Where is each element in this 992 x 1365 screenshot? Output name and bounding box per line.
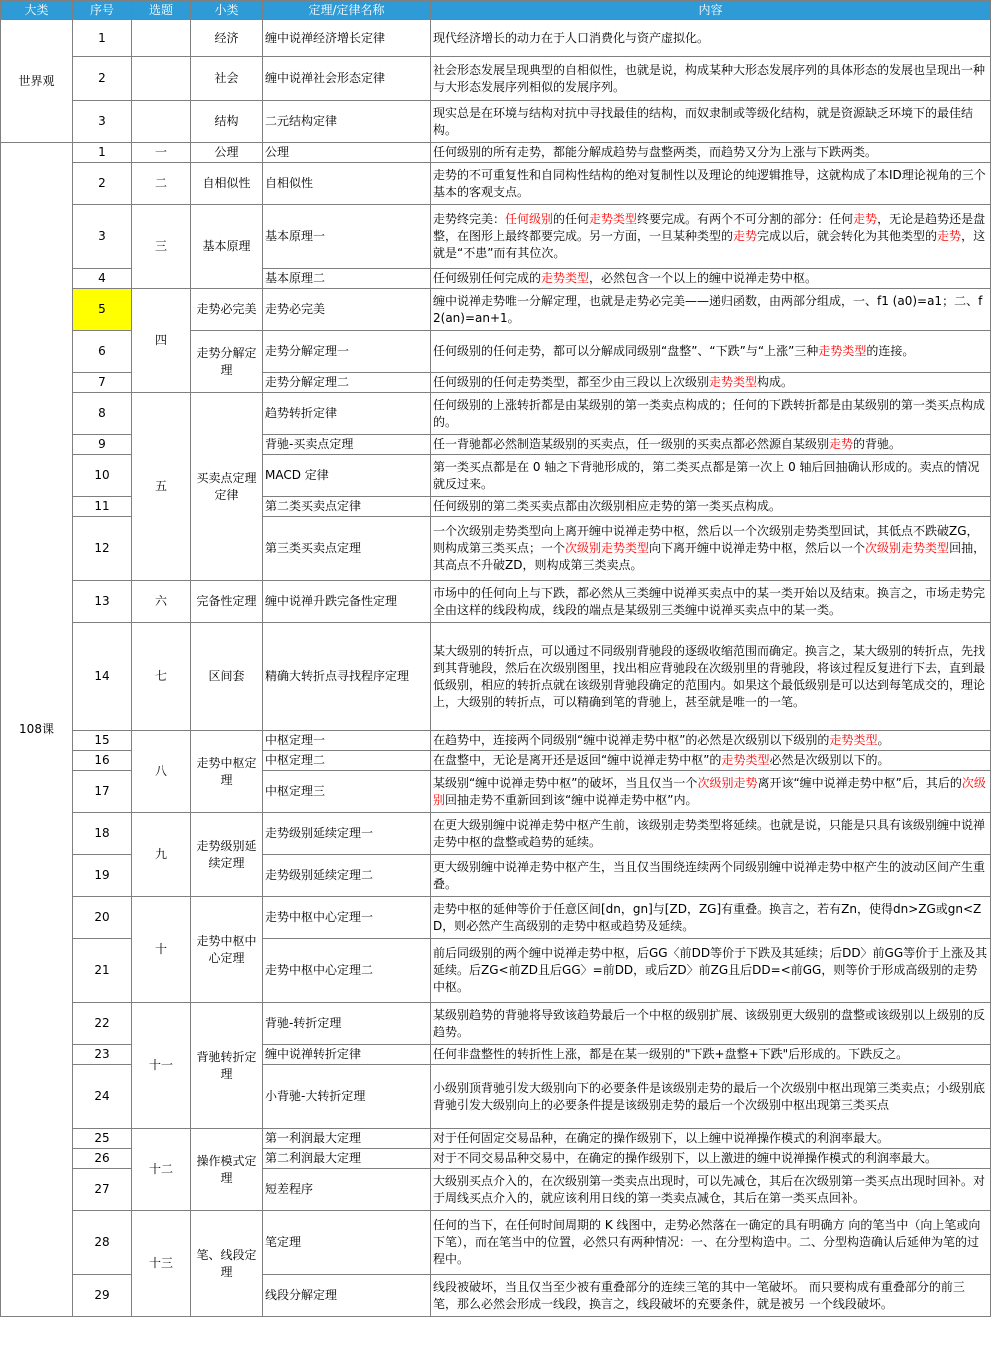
topic-cell: 九	[132, 813, 191, 897]
number-cell: 1	[73, 20, 132, 57]
topic-cell	[132, 57, 191, 101]
number-cell: 9	[73, 435, 132, 455]
highlighted-term: 任何级别	[505, 212, 554, 226]
subcategory-cell: 基本原理	[191, 205, 263, 289]
number-cell: 2	[73, 57, 132, 101]
content-text: 必然是次级别以下的。	[769, 753, 890, 767]
topic-cell: 十三	[132, 1211, 191, 1317]
topic-cell: 十二	[132, 1129, 191, 1211]
content-text: 缠中说禅走势唯一分解定理，也就是走势必完美——递归函数，由两部分组成，一、f1 (a0)=a1；二、f2(an)=an+1。	[433, 293, 983, 325]
number-cell: 22	[73, 1003, 132, 1045]
highlighted-term: 次级别走势类型	[865, 541, 950, 555]
topic-cell: 四	[132, 289, 191, 393]
content-cell	[431, 1169, 991, 1211]
content-text: 的连接。	[866, 344, 915, 358]
number-cell: 4	[73, 269, 132, 289]
category-cell: 108课	[1, 143, 73, 1317]
content-text: 更大级别缠中说禅走势中枢产生，当且仅当围绕连续两个同级别缠中说禅走势中枢产生的波动区间产生重叠。	[433, 859, 986, 891]
content-text: 的背驰。	[853, 437, 902, 451]
topic-cell: 五	[132, 393, 191, 581]
content-text: 前后同级别的两个缠中说禅走势中枢，后GG〈前DD等价于下跌及其延续；后DD〉前GG等价于上涨及其延续。后ZG<前ZD且后GG〉=前DD，或后ZD〉前ZG且后DD=<前GG，则等价于形成高级别的走势中枢。	[433, 946, 988, 994]
content-text: 回抽走势不重新回到该“缠中说禅走势中枢”内。	[445, 792, 698, 807]
theorem-name-cell: 走势中枢中心定理一	[263, 897, 431, 939]
content-cell	[431, 143, 991, 163]
theorem-name-cell: 线段分解定理	[263, 1275, 431, 1317]
content-cell	[431, 771, 991, 813]
table-row	[1, 289, 991, 331]
header-theorem-name: 定理/定律名称	[263, 1, 431, 20]
theorem-name-cell: 缠中说禅经济增长定律	[263, 20, 431, 57]
number-cell: 14	[73, 623, 132, 731]
number-cell: 21	[73, 939, 132, 1003]
topic-cell: 二	[132, 163, 191, 205]
theorem-name-cell: 基本原理一	[263, 205, 431, 269]
content-cell	[431, 1275, 991, 1317]
highlighted-term: 走势	[937, 229, 962, 243]
number-cell: 27	[73, 1169, 132, 1211]
content-text: ，必然包含一个以上的缠中说禅走势中枢。	[589, 271, 818, 285]
highlighted-term: 次级别走势	[697, 775, 758, 790]
number-cell: 26	[73, 1149, 132, 1169]
content-text: 任何级别的所有走势，都能分解成趋势与盘整两类，而趋势又分为上涨与下跌两类。	[433, 145, 878, 159]
content-cell	[431, 331, 991, 373]
subcategory-cell: 自相似性	[191, 163, 263, 205]
highlighted-term: 次级别走势类型	[565, 541, 650, 555]
number-cell: 20	[73, 897, 132, 939]
content-cell	[431, 455, 991, 497]
content-cell	[431, 1065, 991, 1129]
content-text: 任何级别的第二类买卖点都由次级别相应走势的第一类买点构成。	[433, 499, 782, 513]
table-row	[1, 143, 991, 163]
topic-cell	[132, 101, 191, 143]
header-content: 内容	[431, 1, 991, 20]
highlighted-term: 走势	[733, 229, 758, 243]
content-text: 现代经济增长的动力在于人口消费化与资产虚拟化。	[433, 30, 710, 45]
content-cell	[431, 939, 991, 1003]
highlighted-term: 走势类型	[541, 271, 590, 285]
content-text: 现实总是在环境与结构对抗中寻找最佳的结构，而奴隶制或等级化结构，就是资源缺乏环境下的最佳结构。	[433, 105, 974, 137]
content-text: 某级别“缠中说禅走势中枢”的破坏，当且仅当一个	[433, 775, 698, 790]
theorem-name-cell: 中枢定理二	[263, 751, 431, 771]
topic-cell: 三	[132, 205, 191, 289]
theorem-name-cell: 笔定理	[263, 1211, 431, 1275]
header-subcategory: 小类	[191, 1, 263, 20]
highlighted-term: 走势类型	[589, 212, 638, 226]
subcategory-cell: 背驰转折定理	[191, 1003, 263, 1129]
content-cell	[431, 1003, 991, 1045]
theorem-name-cell: 第一利润最大定理	[263, 1129, 431, 1149]
content-cell	[431, 1211, 991, 1275]
content-text: 市场中的任何向上与下跌，都必然从三类缠中说禅买卖点中的某一类开始以及结束。换言之，市场走势完全由这样的线段构成，线段的端点是某级别三类缠中说禅买卖点中的某一类。	[433, 585, 986, 617]
table-row	[1, 163, 991, 205]
number-cell: 12	[73, 517, 132, 581]
theorem-name-cell: 第二类买卖点定律	[263, 497, 431, 517]
theorem-name-cell: 走势级别延续定理一	[263, 813, 431, 855]
subcategory-cell: 经济	[191, 20, 263, 57]
theorem-name-cell: 缠中说禅社会形态定律	[263, 57, 431, 101]
content-text: 第一类买点都是在 0 轴之下背驰形成的，第二类买点都是第一次上 0 轴后回抽确认形成的。卖点的情况就反过来。	[433, 459, 980, 491]
number-cell: 28	[73, 1211, 132, 1275]
content-text: 走势的不可重复性和自同构性结构的绝对复制性以及理论的纯逻辑推导，这就构成了本ID理论视角的三个基本的客观支点。	[433, 167, 986, 199]
highlighted-term: 次级别	[433, 775, 986, 807]
theorem-name-cell: 走势级别延续定理二	[263, 855, 431, 897]
subcategory-cell: 走势中枢定理	[191, 731, 263, 813]
content-text: 某大级别的转折点，可以通过不同级别背驰段的逐级收缩范围而确定。换言之，某大级别的转折点，先找到其背驰段，然后在次级别图里，找出相应背驰段在次级别里的背驰段，将该过程反复进行下去，直到最低级别，相应的转折点就在该级别背驰段确定的范围内。如果这个最低级别是可以达到每笔成交的，理论上，大级别的转折点，可以精确到笔的背驰上，甚至就是唯一的一笔。	[433, 643, 986, 709]
theorem-name-cell: 走势分解定理二	[263, 373, 431, 393]
highlighted-term: 走势类型	[721, 753, 770, 767]
content-text: 离开该“缠中说禅走势中枢”后，其后的	[757, 775, 962, 790]
content-text: 的任何	[553, 212, 590, 226]
theorem-name-cell: 中枢定理三	[263, 771, 431, 813]
theorem-name-cell: 第三类买卖点定理	[263, 517, 431, 581]
content-text: 任何的当下，在任何时间周期的 K 线图中，走势必然落在一确定的具有明确方 向的笔当中（向上笔或向下笔），而在笔当中的位置，必然只有两种情况：一、在分型构造中。二、分型构造确认后延伸为笔的过程中。	[433, 1218, 981, 1266]
theorem-name-cell: 精确大转折点寻找程序定理	[263, 623, 431, 731]
content-cell	[431, 623, 991, 731]
content-text: 回抽，其高点不升破ZD，则构成第三类卖点。	[433, 541, 986, 572]
content-cell	[431, 1045, 991, 1065]
category-cell: 世界观	[1, 20, 73, 143]
number-cell: 13	[73, 581, 132, 623]
theorem-name-cell: 背驰-买卖点定理	[263, 435, 431, 455]
subcategory-cell: 完备性定理	[191, 581, 263, 623]
theorem-name-cell: 短差程序	[263, 1169, 431, 1211]
topic-cell: 七	[132, 623, 191, 731]
content-text: 任何级别任何完成的	[433, 271, 542, 285]
subcategory-cell: 走势中枢中心定理	[191, 897, 263, 1003]
content-text: 社会形态发展呈现典型的自相似性，也就是说，构成某种大形态发展序列的具体形态的发展也呈现出一种与大形态发展序列相似的发展序列。	[433, 62, 986, 94]
table-row	[1, 393, 991, 435]
content-text: 向下离开缠中说禅走势中枢，然后以一个	[649, 541, 866, 555]
content-cell	[431, 289, 991, 331]
topic-cell: 十一	[132, 1003, 191, 1129]
content-text: 某级别趋势的背驰将导致该趋势最后一个中枢的级别扩展、该级别更大级别的盘整或该级别以上级别的反趋势。	[433, 1007, 986, 1039]
content-cell	[431, 205, 991, 269]
subcategory-cell: 笔、线段定理	[191, 1211, 263, 1317]
table-row	[1, 581, 991, 623]
number-cell: 23	[73, 1045, 132, 1065]
number-cell: 3	[73, 101, 132, 143]
subcategory-cell: 公理	[191, 143, 263, 163]
number-cell: 10	[73, 455, 132, 497]
table-row	[1, 205, 991, 269]
number-cell: 1	[73, 143, 132, 163]
table-row	[1, 897, 991, 939]
content-cell	[431, 897, 991, 939]
theorem-name-cell: MACD 定律	[263, 455, 431, 497]
content-text: 任一背驰都必然制造某级别的买卖点，任一级别的买卖点都必然源自某级别	[433, 437, 830, 451]
content-text: 任何级别的任何走势，都可以分解成同级别“盘整”、“下跌”与“上涨”三种	[433, 344, 819, 358]
content-cell	[431, 163, 991, 205]
subcategory-cell: 操作模式定理	[191, 1129, 263, 1211]
table-row	[1, 623, 991, 731]
theorem-name-cell: 第二利润最大定理	[263, 1149, 431, 1169]
content-text: 构成。	[757, 375, 794, 389]
table-row	[1, 1003, 991, 1045]
table-row	[1, 101, 991, 143]
number-cell: 11	[73, 497, 132, 517]
content-cell	[431, 393, 991, 435]
header-number: 序号	[73, 1, 132, 20]
content-cell	[431, 517, 991, 581]
number-cell: 18	[73, 813, 132, 855]
content-cell	[431, 101, 991, 143]
table-row	[1, 1211, 991, 1275]
number-cell: 17	[73, 771, 132, 813]
content-text: 任何级别的上涨转折都是由某级别的第一类卖点构成的；任何的下跌转折都是由某级别的第一类买点构成的。	[433, 397, 986, 429]
content-text: 对于不同交易品种交易中，在确定的操作级别下，以上激进的缠中说禅操作模式的利润率最大。	[433, 1151, 938, 1165]
content-text: 任何非盘整性的转折性上涨，都是在某一级别的"下跌+盘整+下跌"后形成的。下跌反之。	[433, 1047, 909, 1061]
number-cell: 19	[73, 855, 132, 897]
theorem-name-cell: 自相似性	[263, 163, 431, 205]
content-cell	[431, 731, 991, 751]
content-text: ，这就是“不患”而有其位次。	[433, 229, 986, 260]
content-text: ，无论是趋势还是盘整，在图形上最终都要完成。另一方面，一旦某种类型的	[433, 212, 986, 243]
number-cell: 15	[73, 731, 132, 751]
content-text: 一个次级别走势类型向上离开缠中说禅走势中枢，然后以一个次级别走势类型回试，其低点不跌破ZG，则构成第三类买点；一个	[433, 524, 979, 555]
content-cell	[431, 855, 991, 897]
table-row	[1, 57, 991, 101]
number-cell: 24	[73, 1065, 132, 1129]
number-cell: 2	[73, 163, 132, 205]
highlighted-term: 走势类型	[818, 344, 867, 358]
content-cell	[431, 373, 991, 393]
header-row	[1, 1, 991, 20]
number-cell: 16	[73, 751, 132, 771]
content-cell	[431, 57, 991, 101]
content-cell	[431, 813, 991, 855]
theorem-name-cell: 公理	[263, 143, 431, 163]
content-text: 走势终完美：	[433, 212, 506, 226]
highlighted-term: 走势类型	[829, 733, 878, 747]
topic-cell: 八	[132, 731, 191, 813]
content-text: 在趋势中，连接两个同级别“缠中说禅走势中枢”的必然是次级别以下级别的	[433, 733, 830, 747]
table-row	[1, 813, 991, 855]
highlighted-term: 走势	[853, 212, 878, 226]
number-cell: 25	[73, 1129, 132, 1149]
theorem-name-cell: 小背驰-大转折定理	[263, 1065, 431, 1129]
number-cell-highlighted: 5	[73, 289, 132, 331]
content-cell	[431, 20, 991, 57]
content-text: 对于任何固定交易品种，在确定的操作级别下，以上缠中说禅操作模式的利润率最大。	[433, 1131, 890, 1145]
content-text: 终要完成。有两个不可分割的部分：任何	[637, 212, 854, 226]
table-row	[1, 1129, 991, 1149]
theorem-name-cell: 走势分解定理一	[263, 331, 431, 373]
content-cell	[431, 269, 991, 289]
highlighted-term: 走势类型	[709, 375, 758, 389]
content-text: 走势中枢的延伸等价于任意区间[dn，gn]与[ZD，ZG]有重叠。换言之，若有Zn，使得dn>ZG或gn<ZD，则必然产生高级别的走势中枢或趋势及延续。	[433, 901, 982, 933]
content-text: 。	[877, 733, 890, 747]
content-text: 在盘整中，无论是离开还是返回“缠中说禅走势中枢”的	[433, 753, 722, 767]
content-text: 完成以后，就会转化为其他类型的	[757, 229, 938, 243]
content-text: 任何级别的任何走势类型，都至少由三段以上次级别	[433, 375, 710, 389]
number-cell: 8	[73, 393, 132, 435]
content-text: 大级别买点介入的，在次级别第一类卖点出现时，可以先减仓，其后在次级别第一类买点出现时回补。对于周线买点介入的，就应该利用日线的第一类卖点减仓，其后在第一类买点回补。	[433, 1173, 986, 1205]
subcategory-cell: 走势必完美	[191, 289, 263, 331]
content-cell	[431, 751, 991, 771]
theorem-name-cell: 走势中枢中心定理二	[263, 939, 431, 1003]
table-row	[1, 20, 991, 57]
content-text: 线段被破坏，当且仅当至少被有重叠部分的连续三笔的其中一笔破坏。 而只要构成有重叠部分的前三笔，那么必然会形成一线段，换言之，线段破坏的充要条件，就是被另 一个线段破坏。	[433, 1279, 965, 1311]
number-cell: 29	[73, 1275, 132, 1317]
content-cell	[431, 497, 991, 517]
content-cell	[431, 581, 991, 623]
subcategory-cell: 走势分解定理	[191, 331, 263, 393]
theorem-name-cell: 缠中说禅转折定律	[263, 1045, 431, 1065]
theorem-name-cell: 中枢定理一	[263, 731, 431, 751]
table-row	[1, 731, 991, 751]
content-text: 在更大级别缠中说禅走势中枢产生前，该级别走势类型将延续。也就是说，只能是只具有该级别缠中说禅走势中枢的盘整或趋势的延续。	[433, 817, 986, 849]
theorem-name-cell: 基本原理二	[263, 269, 431, 289]
subcategory-cell: 区间套	[191, 623, 263, 731]
topic-cell: 一	[132, 143, 191, 163]
theorem-name-cell: 二元结构定律	[263, 101, 431, 143]
highlighted-term: 走势	[829, 437, 854, 451]
subcategory-cell: 结构	[191, 101, 263, 143]
number-cell: 3	[73, 205, 132, 269]
subcategory-cell: 社会	[191, 57, 263, 101]
theorem-name-cell: 走势必完美	[263, 289, 431, 331]
content-cell	[431, 435, 991, 455]
header-category: 大类	[1, 1, 73, 20]
content-cell	[431, 1149, 991, 1169]
header-topic: 选题	[132, 1, 191, 20]
number-cell: 7	[73, 373, 132, 393]
subcategory-cell: 买卖点定理定律	[191, 393, 263, 581]
topic-cell: 十	[132, 897, 191, 1003]
number-cell: 6	[73, 331, 132, 373]
theorem-name-cell: 缠中说禅升跌完备性定理	[263, 581, 431, 623]
theorem-name-cell: 趋势转折定律	[263, 393, 431, 435]
content-text: 小级别顶背驰引发大级别向下的必要条件是该级别走势的最后一个次级别中枢出现第三类卖点；小级别底背驰引发大级别向上的必要条件提是该级别走势的最后一个次级别中枢出现第三类买点	[433, 1080, 986, 1112]
topic-cell: 六	[132, 581, 191, 623]
subcategory-cell: 走势级别延续定理	[191, 813, 263, 897]
theorem-name-cell: 背驰-转折定理	[263, 1003, 431, 1045]
content-cell	[431, 1129, 991, 1149]
topic-cell	[132, 20, 191, 57]
